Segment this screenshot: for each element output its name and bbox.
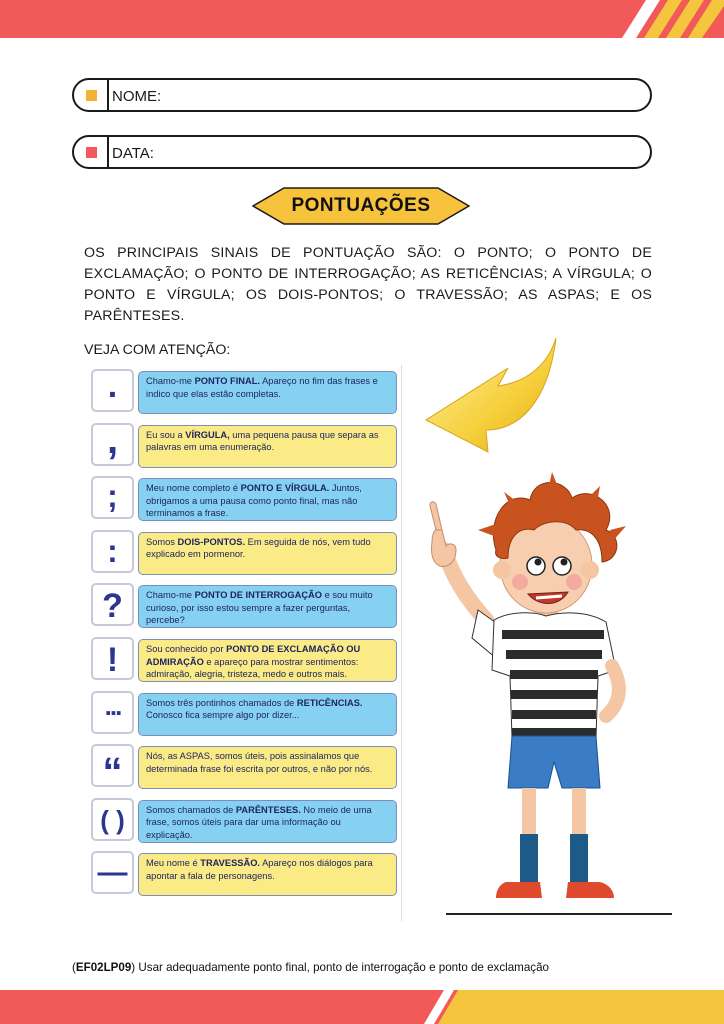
- name-field[interactable]: [72, 78, 652, 112]
- skill-code: EF02LP09: [75, 961, 132, 974]
- date-label: DATA:: [112, 145, 154, 162]
- top-banner: [0, 0, 724, 38]
- field-divider: [107, 137, 109, 167]
- punctuation-description: Meu nome completo é PONTO E VÍRGULA. Juntos, obrigamos a uma pausa como ponto final, mas não terminamos a frase.: [138, 478, 397, 521]
- punctuation-description: Sou conhecido por PONTO DE EXCLAMAÇÃO OU ADMIRAÇÃO e apareço para mostrar sentimentos: admiração, alegria, tristeza, medo e outros mais.: [138, 639, 397, 682]
- punctuation-symbol: [91, 744, 134, 795]
- punctuation-symbol: [91, 530, 134, 573]
- instruction-text: VEJA COM ATENÇÃO:: [84, 342, 231, 358]
- name-label: NOME:: [112, 88, 162, 105]
- symbol-glyph: ;: [107, 478, 118, 515]
- punctuation-symbol: [91, 798, 134, 841]
- punctuation-row: [84, 847, 402, 897]
- symbol-glyph: “: [102, 750, 123, 795]
- skill-footer: (EF02LP09) Usar adequadamente ponto final, ponto de interrogação e ponto de exclamação: [72, 961, 549, 974]
- punctuation-row: [84, 365, 402, 415]
- punctuation-row: [84, 633, 402, 683]
- punctuation-description: Nós, as ASPAS, somos úteis, pois assinalamos que determinada frase foi escrita por outros, e não por nós.: [138, 746, 397, 789]
- punctuation-description: Chamo-me PONTO FINAL. Apareço no fim das frases e indico que elas estão completas.: [138, 371, 397, 414]
- title-banner: [252, 187, 470, 225]
- punctuation-list: [84, 365, 402, 921]
- date-field[interactable]: [72, 135, 652, 169]
- intro-paragraph: OS PRINCIPAIS SINAIS DE PONTUAÇÃO SÃO: O PONTO; O PONTO DE EXCLAMAÇÃO; O PONTO DE INTERROGAÇÃO; AS RETICÊNCIAS; A VÍRGULA; O PONTO E VÍRGULA; OS DOIS-PONTOS; O TRAVESSÃO; AS ASPAS; E OS PARÊNTESES.: [84, 245, 652, 324]
- date-marker: [86, 147, 97, 158]
- name-marker: [86, 90, 97, 101]
- page-title: PONTUAÇÕES: [291, 195, 431, 216]
- arrow-icon: [416, 334, 566, 454]
- symbol-glyph: .: [107, 367, 118, 405]
- field-divider: [107, 80, 109, 110]
- symbol-glyph: ,: [106, 417, 119, 462]
- bottom-banner: [0, 990, 724, 1024]
- punctuation-description: Chamo-me PONTO DE INTERROGAÇÃO e sou muito curioso, por isso estou sempre a fazer perguntas, percebe?: [138, 585, 397, 628]
- stripes-decoration: [604, 0, 724, 38]
- punctuation-description: Somos chamados de PARÊNTESES. No meio de uma frase, somos úteis para dar uma informação ou explicação.: [138, 800, 397, 843]
- punctuation-description: Somos três pontinhos chamados de RETICÊNCIAS. Conosco fica sempre algo por dizer...: [138, 693, 397, 736]
- punctuation-row: [84, 419, 402, 469]
- punctuation-symbol: [91, 583, 134, 626]
- punctuation-row: [84, 526, 402, 576]
- punctuation-description: Eu sou a VÍRGULA, uma pequena pausa que separa as palavras em uma enumeração.: [138, 425, 397, 468]
- skill-description: Usar adequadamente ponto final, ponto de interrogação e ponto de exclamação: [135, 961, 549, 974]
- punctuation-row: [84, 740, 402, 795]
- signature-line: [446, 913, 672, 915]
- stripes-decoration: [424, 990, 724, 1024]
- symbol-glyph: ( ): [100, 804, 125, 835]
- punctuation-description: Somos DOIS-PONTOS. Em seguida de nós, vem tudo explicado em pormenor.: [138, 532, 397, 575]
- punctuation-row: [84, 579, 402, 629]
- symbol-glyph: !: [106, 641, 119, 679]
- punctuation-row: [84, 687, 402, 737]
- boy-illustration: [416, 470, 656, 910]
- symbol-glyph: ...: [104, 690, 121, 721]
- symbol-glyph: —: [97, 856, 128, 890]
- symbol-glyph: :: [107, 532, 118, 569]
- punctuation-symbol: [91, 637, 134, 680]
- punctuation-symbol: [91, 417, 134, 466]
- punctuation-description: Meu nome é TRAVESSÃO. Apareço nos diálogos para apontar a fala de personagens.: [138, 853, 397, 896]
- punctuation-row: [84, 794, 402, 844]
- punctuation-symbol: [91, 851, 134, 894]
- symbol-glyph: ?: [102, 587, 123, 626]
- punctuation-row: [84, 472, 402, 522]
- punctuation-symbol: [91, 691, 134, 734]
- punctuation-symbol: [91, 369, 134, 412]
- punctuation-symbol: [91, 476, 134, 519]
